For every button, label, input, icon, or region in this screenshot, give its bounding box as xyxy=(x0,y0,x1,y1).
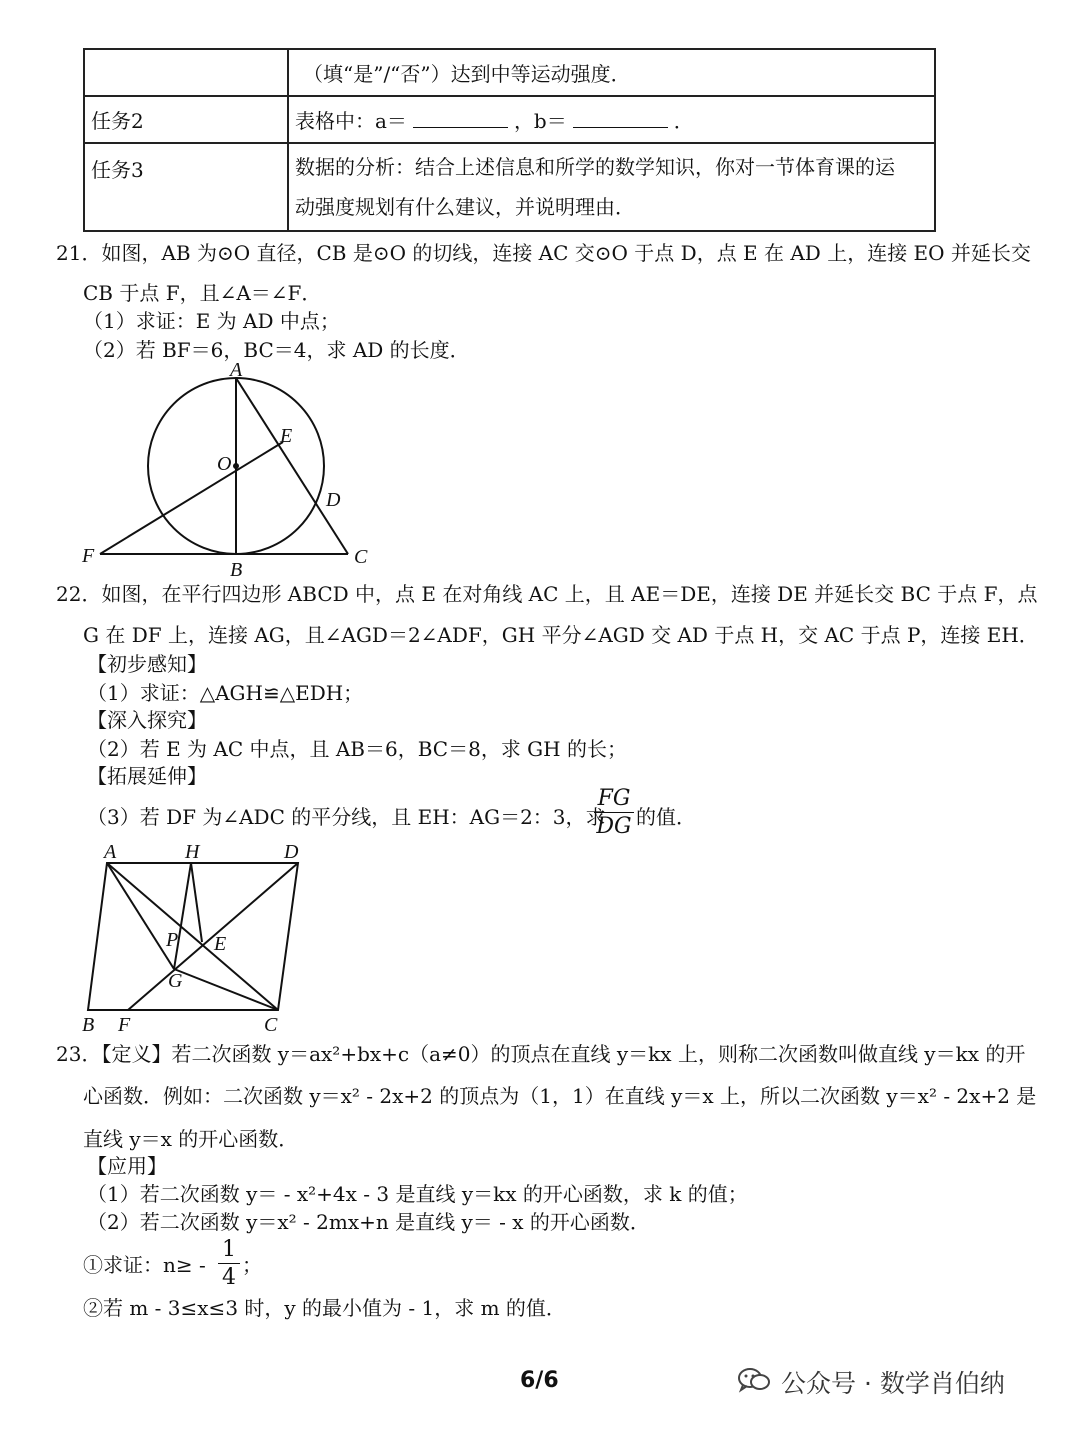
diagonal-ac xyxy=(107,863,278,1010)
fraction-den: 4 xyxy=(222,1265,236,1290)
q23-claim1a: ①求证：n≥ - xyxy=(83,1253,206,1277)
task-label: 任务2 xyxy=(84,96,288,143)
label-g: G xyxy=(168,970,183,992)
wechat-icon xyxy=(737,1367,771,1393)
q22-section2: 【深入探究】 xyxy=(87,708,207,732)
wechat-account-label: 公众号 · 数学肖伯纳 xyxy=(781,1369,1005,1398)
segment-hg xyxy=(174,863,191,969)
task-table xyxy=(83,48,936,232)
q23-part1: （1）若二次函数 y＝ - x²+4x - 3 是直线 y＝kx 的开心函数，求 k 的值； xyxy=(87,1182,748,1206)
label-f: F xyxy=(118,1014,131,1036)
label-e: E xyxy=(214,933,227,955)
task-content xyxy=(288,96,935,143)
label-d: D xyxy=(326,489,341,511)
q22-part3a: （3）若 DF 为∠ADC 的平分线，且 EH：AG＝2：3，求 xyxy=(87,805,606,829)
q21-part2: （2）若 BF＝6，BC＝4，求 AD 的长度． xyxy=(83,338,470,362)
task-content xyxy=(288,49,935,96)
fraction-fg-dg xyxy=(594,786,634,839)
task-label: 任务3 xyxy=(84,143,288,231)
segment-ac xyxy=(236,378,348,554)
q21-line1: 21．如图，AB 为⊙O 直径，CB 是⊙O 的切线，连接 AC 交⊙O 于点 D，点 E 在 AD 上，连接 EO 并延长交 xyxy=(56,241,1031,265)
center-dot xyxy=(233,463,239,469)
label-b: B xyxy=(82,1014,95,1036)
q21-figure xyxy=(70,358,400,580)
label-p: P xyxy=(166,929,179,951)
q21-line2: CB 于点 F，且∠A＝∠F． xyxy=(83,281,322,305)
fraction-den: DG xyxy=(596,814,632,839)
label-d: D xyxy=(284,841,299,863)
q22-part1: （1）求证：△AGH≌△EDH； xyxy=(87,681,364,705)
row2-prefix: 表格中：a＝ xyxy=(295,109,407,133)
q22-part3b: 的值． xyxy=(636,805,696,829)
q23-part2: （2）若二次函数 y＝x² - 2mx+n 是直线 y＝ - x 的开心函数． xyxy=(87,1210,650,1234)
q23-line1: 23．【定义】若二次函数 y＝ax²+bx+c（a≠0）的顶点在直线 y＝kx 上，则称二次函数叫做直线 y＝kx 的开 xyxy=(56,1042,1026,1066)
segment-fe xyxy=(100,442,283,554)
row2-suffix: ． xyxy=(673,109,694,133)
q23-line3: 直线 y＝x 的开心函数． xyxy=(83,1127,299,1151)
q22-section1: 【初步感知】 xyxy=(87,652,207,676)
label-c: C xyxy=(264,1014,278,1036)
task-content xyxy=(288,143,935,231)
q23-line2: 心函数．例如：二次函数 y＝x² - 2x+2 的顶点为（1，1）在直线 y＝x 上，所以二次函数 y＝x² - 2x+2 是 xyxy=(83,1084,1037,1108)
q22-section3: 【拓展延伸】 xyxy=(87,764,207,788)
row3-line2: 动强度规划有什么建议，并说明理由． xyxy=(295,195,635,219)
segment-ag xyxy=(107,863,174,969)
fraction-num: 1 xyxy=(222,1237,236,1262)
fraction-bar xyxy=(594,812,634,813)
label-b: B xyxy=(230,559,243,580)
label-o: O xyxy=(217,453,232,475)
label-h: H xyxy=(185,841,200,863)
label-a: A xyxy=(230,359,243,381)
q23-claim2: ②若 m - 3≤x≤3 时，y 的最小值为 - 1，求 m 的值． xyxy=(83,1296,566,1320)
fraction-bar xyxy=(218,1263,240,1264)
row2-mid: ，b＝ xyxy=(513,109,567,133)
fraction-one-quarter xyxy=(218,1237,240,1290)
fraction-num: FG xyxy=(597,786,631,811)
row3-line1: 数据的分析：结合上述信息和所学的数学知识，你对一节体育课的运 xyxy=(295,155,895,179)
label-f: F xyxy=(82,545,95,567)
q23-section1: 【应用】 xyxy=(87,1154,167,1178)
page-number: 6/6 xyxy=(520,1368,559,1393)
label-a: A xyxy=(104,841,117,863)
blank-a xyxy=(413,127,508,128)
q22-figure xyxy=(70,838,320,1040)
label-e: E xyxy=(280,425,293,447)
q22-line1: 22．如图，在平行四边形 ABCD 中，点 E 在对角线 AC 上，且 AE＝DE，连接 DE 并延长交 BC 于点 F，点 xyxy=(56,582,1038,606)
label-c: C xyxy=(354,546,368,568)
row1-text: （填“是”/“否”）达到中等运动强度． xyxy=(303,62,631,86)
segment-he xyxy=(191,863,202,942)
segment-gc xyxy=(174,969,278,1010)
q21-part1: （1）求证：E 为 AD 中点； xyxy=(83,309,340,333)
blank-b xyxy=(573,127,668,128)
q22-line2: G 在 DF 上，连接 AG，且∠AGD＝2∠ADF，GH 平分∠AGD 交 AD 于点 H，交 AC 于点 P，连接 EH． xyxy=(83,623,1039,647)
task-label xyxy=(84,49,288,96)
q22-part2: （2）若 E 为 AC 中点，且 AB＝6，BC＝8，求 GH 的长； xyxy=(87,737,627,761)
q23-claim1b: ； xyxy=(242,1253,262,1277)
